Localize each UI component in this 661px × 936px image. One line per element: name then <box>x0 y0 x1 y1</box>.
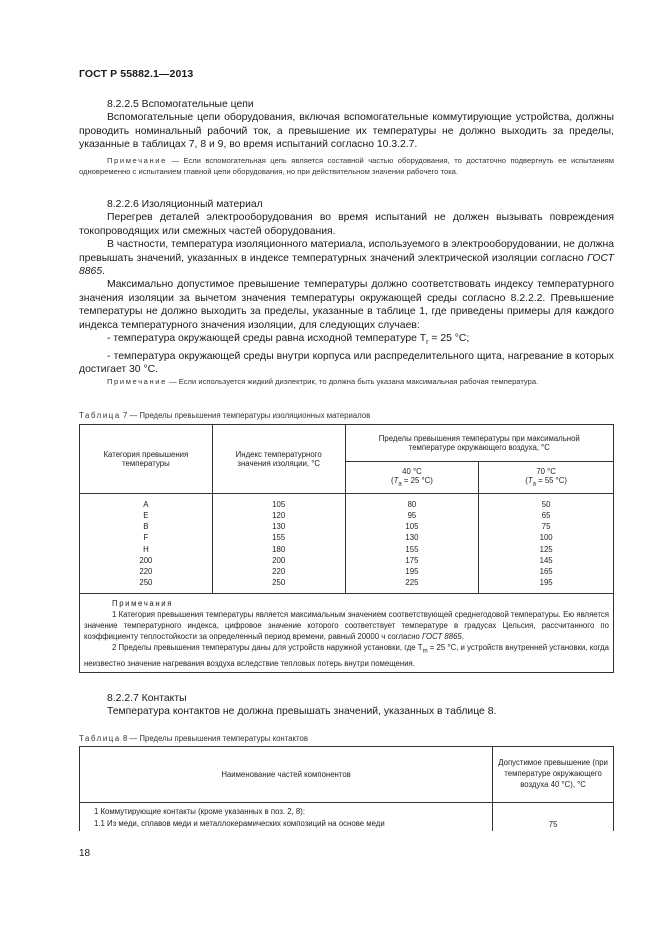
paragraph: Температура контактов не должна превышать значений, указанных в таблице 8. <box>107 706 497 718</box>
note-text: — Если вспомогательная цепь является составной частью оборудования, то достаточно подвергнуть ее испытаниям одновременно с испытанием главной цепи оборудования, но при действительном значении рабочего тока. <box>79 156 614 177</box>
table-cell: 130 <box>405 533 419 543</box>
table-cell: 120 <box>272 510 286 520</box>
table-cell: 200 <box>139 555 153 565</box>
column-header-40: 40 °С ($T_a = 25$ °С) <box>345 462 479 494</box>
table-caption: Таблица 8 — Пределы превышения температуры контактов <box>79 734 308 743</box>
table-insulation-limits <box>79 424 614 673</box>
section-heading: 8.2.2.6 Изоляционный материал <box>107 199 263 210</box>
table-cell: 195 <box>539 578 553 588</box>
list-item: - температура окружающей среды внутри корпуса или распределительного щита, нагревание в которых достигает 30 °С. <box>79 350 614 375</box>
table-cell: 165 <box>539 566 553 576</box>
column-header: Допустимое превышение (при температуре окружающего воздуха 40 °С), °С <box>493 747 614 803</box>
table-cell: 180 <box>272 544 286 554</box>
table-cell: 220 <box>139 566 153 576</box>
note-label: Примечание <box>107 377 167 386</box>
note <box>79 155 614 177</box>
section-auxiliary-circuits <box>79 98 614 152</box>
note-label: Примечание <box>107 156 167 165</box>
table-cell: H <box>143 544 149 554</box>
table-cell: 155 <box>272 533 286 543</box>
table-cell: 75 <box>493 803 614 831</box>
standard-reference: ГОСТ 8865 <box>79 252 614 278</box>
page-number: 18 <box>79 848 91 859</box>
table-cell: 225 <box>405 578 419 588</box>
table-cell: 145 <box>539 555 553 565</box>
category-column <box>80 494 213 594</box>
section-contacts <box>79 692 614 719</box>
list-item: - температура окружающей среды равна исходной температуре $T_r = 25$ °С; <box>107 333 470 347</box>
table-cell: A <box>143 499 149 509</box>
table-row: 1 Коммутирующие контакты (кроме указанных в поз. 2, 8): <box>94 807 305 816</box>
table-note: 1 Категория превышения температуры является максимальным значением соответствующей среднегодовой температуры. Ею является значение температурного индекса, цифровое значение которого соответствует температуре в градусах Цельсия, рассчитанного по коэффициенту теплостойкости за определенный период времени, равный 20000 ч согласно ГОСТ 8865. <box>84 610 609 642</box>
column-header: Пределы превышения температуры при максимальной температуре окружающего воздуха, °С <box>345 425 613 462</box>
table-cell: 200 <box>272 555 286 565</box>
section-heading: 8.2.2.5 Вспомогательные цепи <box>107 99 254 110</box>
limit-70-column <box>479 494 614 594</box>
limit-40-column <box>345 494 479 594</box>
table-cell: 95 <box>407 510 417 520</box>
column-header: Наименование частей компонентов <box>80 747 493 803</box>
table-contact-limits <box>79 746 614 831</box>
table-cell: 50 <box>541 499 551 509</box>
table-cell: 125 <box>539 544 553 554</box>
notes-label: Примечания <box>112 599 174 608</box>
table-note: 2 Пределы превышения температуры даны для устройств наружной установки, где $T_m = 25$ °С, и устройств внутренней установки, когда неизвестно значение нагревания воздуха вследствие тепловых потерь внутри помещения. <box>84 643 609 669</box>
table-cell: 75 <box>541 522 551 532</box>
paragraph: Перегрев деталей электрооборудования во время испытаний не должен вызывать повреждения токопроводящих или смежных частей оборудования. <box>79 212 614 237</box>
column-header: Категория превышения температуры <box>80 425 213 494</box>
table-cell: 250 <box>272 578 286 588</box>
table-row: 1.1 Из меди, сплавов меди и металлокерамических композиций на основе меди <box>94 819 385 828</box>
column-header-70: 70 °С ($T_a = 55$ °С) <box>479 462 614 494</box>
document-header: ГОСТ Р 55882.1—2013 <box>79 68 194 80</box>
table-cell: 80 <box>407 499 417 509</box>
component-rows <box>80 803 493 831</box>
paragraph: Вспомогательные цепи оборудования, включая вспомогательные коммутирующие устройства, должны проводить номинальный рабочий ток, а превышение их температуры не должно выходить за пределы, указанные в таблицах 7, 8 и 9, во время испытаний согласно 10.3.2.7. <box>79 112 614 151</box>
note <box>79 376 614 387</box>
section-heading: 8.2.2.7 Контакты <box>107 693 187 704</box>
table-cell: 155 <box>405 544 419 554</box>
table-notes <box>80 594 614 673</box>
table-cell: 250 <box>139 578 153 588</box>
note-text: — Если используется жидкий диэлектрик, то должна быть указана максимальная рабочая температура. <box>169 377 539 386</box>
table-cell: F <box>143 533 149 543</box>
table-cell: 175 <box>405 555 419 565</box>
table-cell: 105 <box>405 522 419 532</box>
section-insulation-material <box>79 198 614 376</box>
table-cell: E <box>143 510 149 520</box>
standard-reference: ГОСТ 8865 <box>422 632 462 642</box>
index-column <box>212 494 345 594</box>
table-cell: B <box>143 522 149 532</box>
table-cell: 220 <box>272 566 286 576</box>
column-header: Индекс температурного значения изоляции, °С <box>212 425 345 494</box>
table-cell: 105 <box>272 499 286 509</box>
table-cell: 130 <box>272 522 286 532</box>
paragraph: Максимально допустимое превышение температуры должно соответствовать индексу температурного значения изоляции за вычетом значения температуры окружающей среды согласно 8.2.2.2. Превышение температуры не должно выходить за пределы, указанные в таблице 1, где приведены примеры для каждого индекса температурного значения изоляции, для следующих случаев: <box>79 279 614 331</box>
paragraph: В частности, температура изоляционного материала, используемого в электрооборудовании, не должна превышать значений, указанных в индексе температурных значений электрической изоляции согласно ГОСТ 8865. <box>79 239 614 278</box>
table-caption: Таблица 7 — Пределы превышения температуры изоляционных материалов <box>79 411 371 420</box>
table-cell: 195 <box>405 566 419 576</box>
table-cell: 100 <box>539 533 553 543</box>
table-cell: 65 <box>541 510 551 520</box>
